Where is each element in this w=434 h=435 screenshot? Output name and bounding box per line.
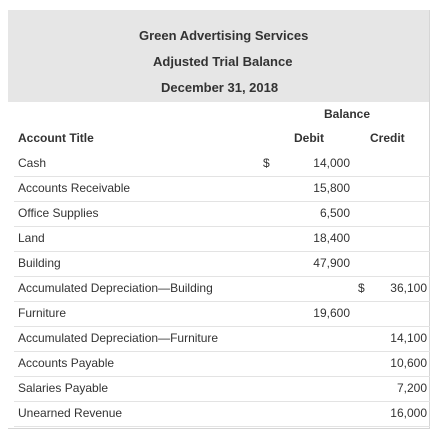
account-title: Cash [18,156,47,170]
row-divider [14,326,430,327]
row-divider [14,226,430,227]
debit-currency-symbol: $ [263,156,270,170]
debit-header: Debit [294,131,324,145]
account-title: Accounts Receivable [18,181,131,195]
account-title: Accounts Payable [18,356,115,370]
row-divider [14,426,430,427]
account-title: Building [18,256,61,270]
debit-amount: 19,600 [313,306,350,320]
credit-amount: 36,100 [390,281,427,295]
row-divider [14,301,430,302]
account-title: Accumulated Depreciation—Building [18,281,213,295]
statement-title: Adjusted Trial Balance [153,54,293,69]
debit-amount: 18,400 [313,231,350,245]
row-divider [14,176,430,177]
account-title: Land [18,231,45,245]
credit-header: Credit [370,131,405,145]
row-divider [14,376,430,377]
row-divider [14,401,430,402]
row-divider [14,351,430,352]
credit-amount: 14,100 [390,331,427,345]
account-title: Furniture [18,306,67,320]
statement-date: December 31, 2018 [161,80,279,95]
row-divider [14,276,430,277]
credit-amount: 7,200 [396,381,427,395]
credit-amount: 10,600 [390,356,427,370]
company-name: Green Advertising Services [139,28,309,43]
account-title-header: Account Title [18,131,94,145]
debit-amount: 14,000 [313,156,350,170]
account-title: Unearned Revenue [18,406,123,420]
row-divider [14,251,430,252]
account-title: Accumulated Depreciation—Furniture [18,331,219,345]
credit-currency-symbol: $ [358,281,365,295]
debit-amount: 6,500 [319,206,350,220]
row-divider [14,201,430,202]
balance-group-header: Balance [324,107,371,121]
account-title: Office Supplies [18,206,99,220]
debit-amount: 47,900 [313,256,350,270]
credit-amount: 16,000 [390,406,427,420]
account-title: Salaries Payable [18,381,109,395]
debit-amount: 15,800 [313,181,350,195]
